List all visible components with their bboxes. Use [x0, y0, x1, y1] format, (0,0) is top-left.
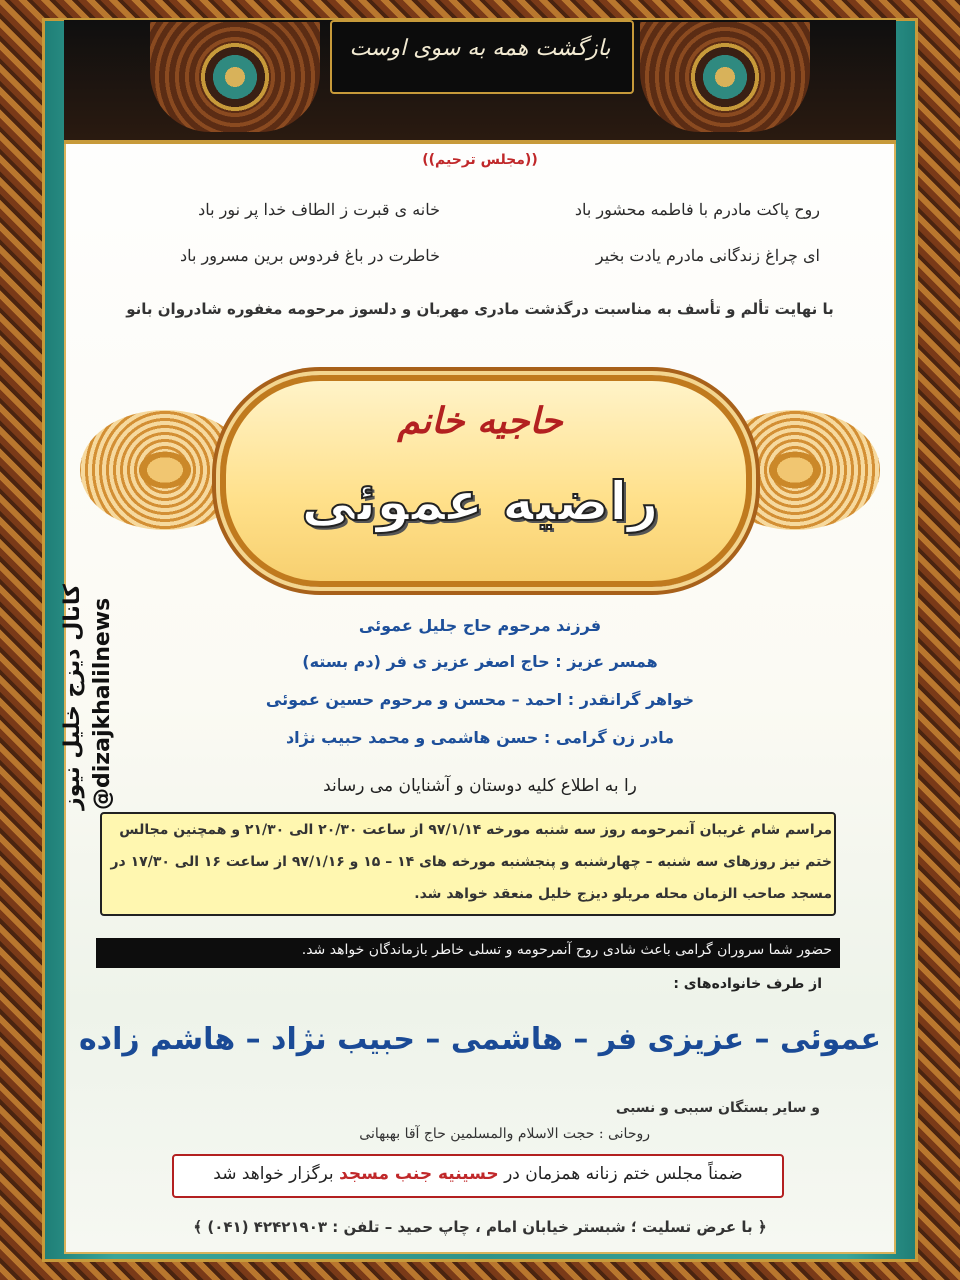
from-families-label: از طرف خانواده‌های : — [673, 976, 822, 992]
women-notice-before: ضمناً مجلس ختم زنانه همزمان در — [504, 1164, 743, 1184]
header-calligraphy: بازگشت همه به سوی اوست — [349, 36, 611, 61]
deceased-name: راضیه عموئی — [301, 470, 659, 533]
ceremony-line: مسجد صاحب الزمان محله مریلو دیزج خلیل منعقد خواهد شد. — [414, 886, 832, 902]
watermark-channel: کانال دیزج خلیل نیوز — [60, 584, 85, 810]
subtitle: ((مجلس ترحیم)) — [422, 152, 538, 168]
poem-line1-right: روح پاکت مادرم با فاطمه محشور باد — [574, 200, 820, 219]
ceremony-line: مراسم شام غریبان آنمرحومه روز سه شنبه مورخه ۹۷/۱/۱۴ از ساعت ۲۰/۳۰ الی ۲۱/۳۰ و همچنین مجالس — [119, 822, 832, 838]
women-notice-after: برگزار خواهد شد — [213, 1164, 334, 1184]
relation-line: مادر زن گرامی : حسن هاشمی و محمد حبیب نژاد — [285, 728, 675, 747]
inform-text: را به اطلاع کلیه دوستان و آشنایان می رساند — [323, 776, 637, 796]
women-notice-place: حسینیه جنب مسجد — [339, 1164, 499, 1184]
poem-line2-left: خاطرت در باغ فردوس برین مسرور باد — [180, 246, 440, 265]
attendance-text: حضور شما سروران گرامی باعث شادی روح آنمرحومه و تسلی خاطر بازماندگان خواهد شد. — [301, 942, 832, 958]
header-ornament-right — [640, 22, 810, 132]
other-relatives: و سایر بستگان سببی و نسبی — [615, 1100, 820, 1116]
poem-line2-right: ای چراغ زندگانی مادرم یادت بخیر — [595, 246, 820, 265]
poem-line1-left: خانه ی قبرت ز الطاف خدا پر نور باد — [198, 200, 440, 219]
watermark-handle: @dizajkhalilnews — [90, 597, 115, 810]
women-notice — [172, 1164, 784, 1184]
watermark — [58, 550, 178, 810]
relation-line: همسر عزیز : حاج اصغر عزیز ی فر (دم بسته) — [302, 652, 658, 671]
header-ornament-left — [150, 22, 320, 132]
families-names: عموئی – عزیزی فر – هاشمی – حبیب نژاد – هاشم زاده — [78, 1022, 882, 1057]
honorific: حاجیه خانم — [397, 400, 563, 442]
footer-contact: ﴿ با عرض تسلیت ؛ شبستر خیابان امام ، چاپ حمید – تلفن : ۴۲۴۲۱۹۰۳ (۰۴۱) ﴾ — [193, 1218, 767, 1236]
intro-text: با نهایت تألم و تأسف به مناسبت درگذشت مادری مهربان و دلسوز مرحومه مغفوره شادروان بانو — [126, 300, 834, 318]
ceremony-line: ختم نیز روزهای سه شنبه – چهارشنبه و پنجشنبه مورخه های ۱۴ – ۱۵ و ۹۷/۱/۱۶ از ساعت ۱۶ الی ۱۷/۳۰ در — [110, 854, 832, 870]
relation-line: خواهر گرانقدر : احمد – محسن و مرحوم حسین عموئی — [265, 690, 695, 709]
relation-line: فرزند مرحوم حاج جلیل عموئی — [358, 616, 602, 635]
cleric-line: روحانی : حجت الاسلام والمسلمین حاج آقا بهبهانی — [359, 1126, 650, 1142]
name-cartouche — [80, 340, 880, 600]
